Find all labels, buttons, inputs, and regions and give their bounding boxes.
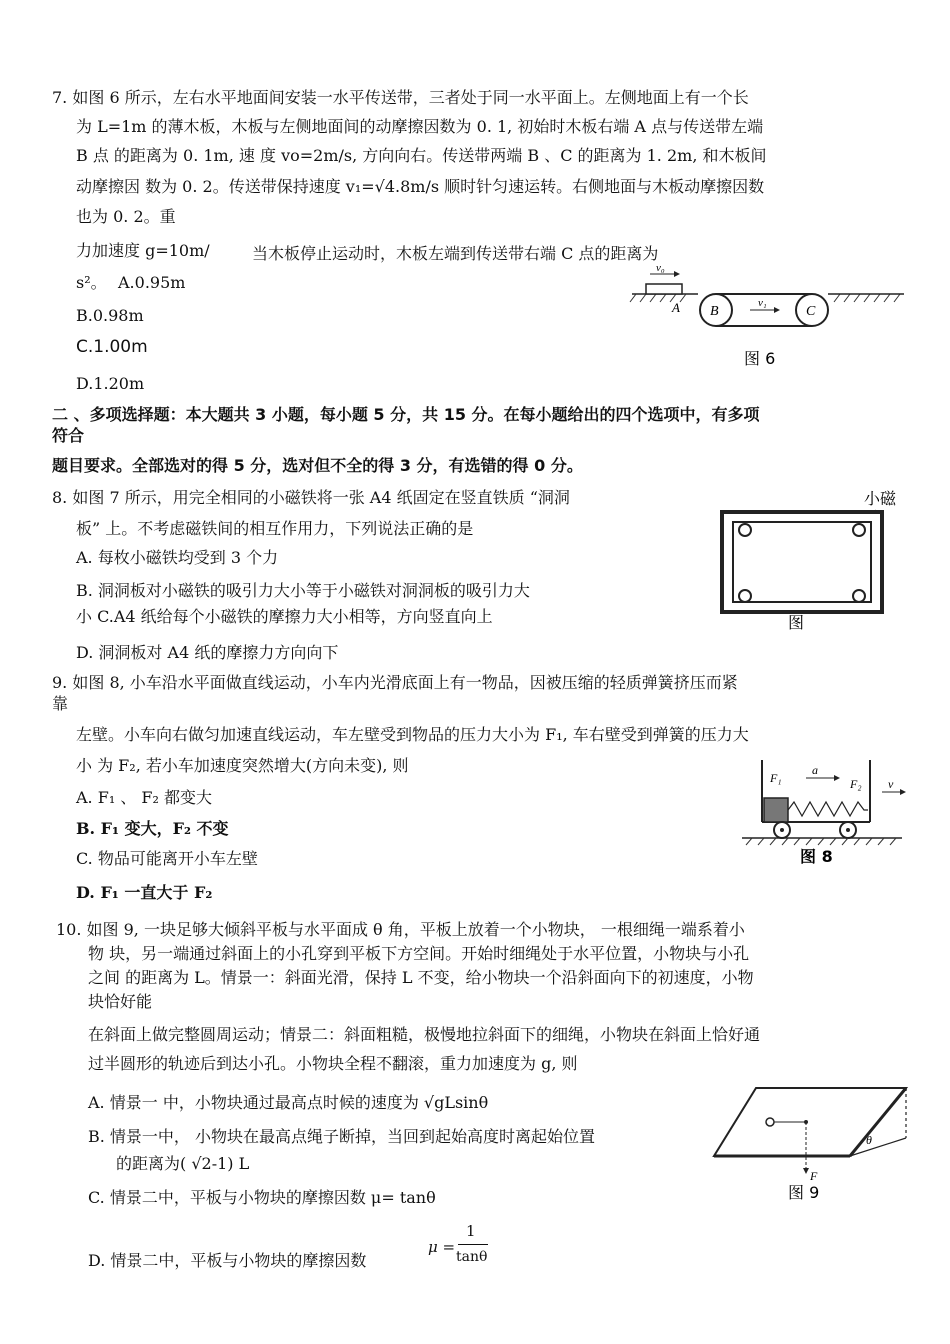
q7-option-d: D.1.20m [76, 374, 145, 393]
q9-option-d: D. F₁ 一直大于 F₂ [76, 883, 213, 902]
formula-denominator: tanθ [456, 1249, 488, 1265]
q7-option-a: A.0.95m [118, 273, 186, 292]
q10-option-d: D. 情景二中，平板与小物块的摩擦因数 [88, 1251, 367, 1270]
q10-option-c: C. 情景二中，平板与小物块的摩擦因数 μ= tanθ [88, 1188, 436, 1207]
q8-line-1: 8. 如图 7 所示，用完全相同的小磁铁将一张 A4 纸固定在竖直铁质 “洞洞 [52, 488, 570, 507]
label-theta: θ [866, 1133, 872, 1147]
figure-8-caption: 图 8 [800, 847, 833, 866]
q9-option-a: A. F₁ 、 F₂ 都变大 [76, 788, 213, 807]
label-b: B [710, 304, 719, 319]
q10-line-1: 10. 如图 9, 一块足够大倾斜平板与水平面成 θ 角，平板上放着一个小物块， 一根细绳一端系着小 [56, 920, 745, 939]
q10-line-4: 块恰好能 [88, 992, 153, 1011]
q9-option-c: C. 物品可能离开小车左壁 [76, 849, 258, 868]
label-v: v [888, 777, 894, 791]
q9-line-2: 靠 [52, 694, 69, 713]
q8-option-b-c-line: 小 C.A4 纸给每个小磁铁的摩擦力大小相等，方向竖直向上 [76, 607, 493, 626]
figure-7-caption: 图 [788, 615, 805, 632]
q8-option-d: D. 洞洞板对 A4 纸的摩擦力方向向下 [76, 643, 339, 662]
q8-option-b-line-1: B. 洞洞板对小磁铁的吸引力大小等于小磁铁对洞洞板的吸引力大 [76, 581, 530, 600]
q7-line-1: 7. 如图 6 所示，左右水平地面间安装一水平传送带，三者处于同一水平面上。左侧地面上有一个长 [52, 88, 749, 107]
q10-line-3: 之间 的距离为 L。情景一：斜面光滑，保持 L 不变，给小物块一个沿斜面向下的初速度，小物 [88, 968, 754, 987]
q7-line-4: 动摩擦因 数为 0. 2。传送带保持速度 v₁=√4.8m/s 顺时针匀速运转。右侧地面与木板动摩擦因数 [76, 177, 765, 196]
q7-line-3: B 点 的距离为 0. 1m, 速 度 vo=2m/s, 方向向右。传送带两端 B 、C 的距离为 1. 2m, 和木板间 [76, 146, 767, 165]
label-f1: F₁ [770, 771, 782, 785]
label-v0: v₀ [656, 262, 665, 274]
q7-line-2: 为 L=1m 的薄木板，木板与左侧地面间的动摩擦因数为 0. 1, 初始时木板右端 A 点与传送带左端 [76, 117, 764, 136]
q10-line-2: 物 块，另一端通过斜面上的小孔穿到平板下方空间。开始时细绳处于水平位置，小物块与小孔 [88, 944, 750, 963]
q9-option-b: B. F₁ 变大，F₂ 不变 [76, 819, 229, 838]
label-magnet: 小磁 [864, 491, 897, 508]
q10-line-5: 在斜面上做完整圆周运动；情景二：斜面粗糙，极慢地拉斜面下的细绳，小物块在斜面上恰好通 [88, 1025, 761, 1044]
label-f2: F₂ [850, 777, 862, 791]
figure-6-conveyor-diagram [628, 258, 908, 378]
figure-8-cart-diagram [742, 760, 912, 870]
figure-9-caption: 图 9 [788, 1183, 820, 1202]
q8-option-a: A. 每枚小磁铁均受到 3 个力 [76, 548, 279, 567]
q10-option-b-line-2: 的距离为( √2-1) L [116, 1154, 250, 1173]
formula-numerator: 1 [466, 1222, 476, 1240]
figure-7-pegboard-diagram [716, 486, 906, 636]
label-v1: v₁ [758, 297, 767, 309]
label-a: A [672, 300, 680, 315]
figure-9-incline-diagram [710, 1082, 910, 1210]
section-2-line-1: 二 、多项选择题：本大题共 3 小题，每小题 5 分，共 15 分。在每小题给出的四个选项中，有多项 [52, 405, 760, 424]
q9-line-3: 左壁。小车向右做匀加速直线运动，车左壁受到物品的压力大小为 F₁, 车右壁受到弹簧的压力大 [76, 725, 749, 744]
label-c: C [806, 304, 816, 319]
q9-line-4: 小 为 F₂, 若小车加速度突然增大(方向未变), 则 [76, 756, 409, 775]
formula-mu: μ = [428, 1238, 456, 1256]
section-2-line-2: 符合 [52, 426, 85, 445]
label-f: F [810, 1169, 818, 1183]
q9-line-1: 9. 如图 8, 小车沿水平面做直线运动，小车内光滑底面上有一物品，因被压缩的轻质弹簧挤压而紧 [52, 673, 738, 692]
q10-line-6: 过半圆形的轨迹后到达小孔。小物块全程不翻滚，重力加速度为 g, 则 [88, 1054, 578, 1073]
q7-gravity-line-2: s²。 [76, 273, 107, 292]
q8-line-2: 板” 上。不考虑磁铁间的相互作用力，下列说法正确的是 [76, 519, 474, 538]
q7-gravity-line-1: 力加速度 g=10m/ [76, 241, 210, 260]
q7-question: 当木板停止运动时，木板左端到传送带右端 C 点的距离为 [252, 244, 659, 263]
q7-option-c: C.1.00m [76, 337, 148, 357]
q10-option-b-line-1: B. 情景一中， 小物块在最高点绳子断掉，当回到起始高度时离起始位置 [88, 1127, 596, 1146]
q7-line-5: 也为 0. 2。重 [76, 207, 176, 226]
q7-option-b: B.0.98m [76, 306, 144, 325]
label-a-accel: a [812, 763, 818, 777]
q10-option-a: A. 情景一 中，小物块通过最高点时候的速度为 √gLsinθ [88, 1093, 489, 1112]
formula-fraction-bar [458, 1244, 488, 1245]
section-2-line-3: 题目要求。全部选对的得 5 分，选对但不全的得 3 分，有选错的得 0 分。 [52, 456, 583, 475]
figure-6-caption: 图 6 [744, 349, 776, 368]
